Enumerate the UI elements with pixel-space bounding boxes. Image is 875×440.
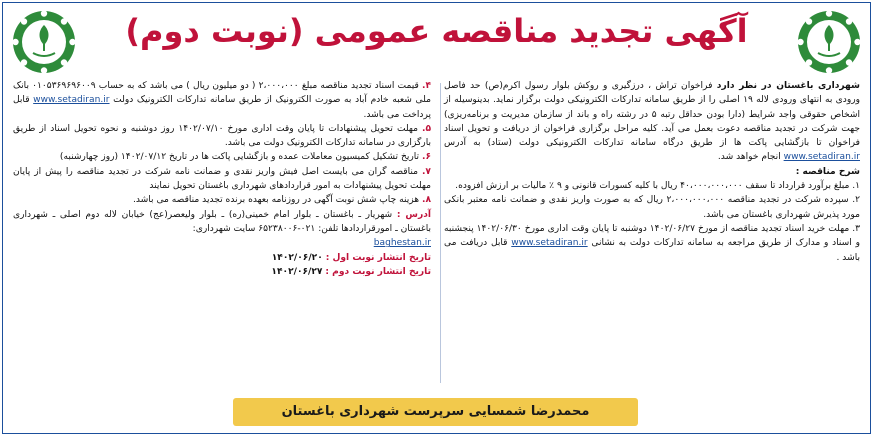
notice-continuation-column <box>13 79 431 279</box>
term-item-3 <box>444 222 860 265</box>
notice-title: آگهی تجدید مناقصه عمومی (نوبت دوم) <box>125 12 748 50</box>
signatory-banner: محمدرضا شمسایی سرپرست شهرداری باغستان <box>233 398 638 426</box>
publication-1-date: ۱۴۰۲/۰۶/۲۰ <box>271 252 323 263</box>
publication-2-date: ۱۴۰۲/۰۶/۲۷ <box>271 266 323 277</box>
term-item-4 <box>13 79 431 122</box>
baghestan-site-link[interactable]: baghestan.ir <box>373 238 431 249</box>
address-text: شهریار ـ باغستان ـ بلوار امام خمینی(ره) ـ بلوار ولیعصر(عج) خیابان لاله دوم اصلی ـ شهرداری باغستان ـ امورقراردادها تلفن: ۰۲۱-۶۵۲۳۸۰۰۶ سایت شهرداری: <box>13 209 431 234</box>
intro-lead: شهرداری باغستان در نظر دارد <box>716 81 860 91</box>
publication-2-label: تاریخ انتشار نوبت دوم : <box>325 266 431 277</box>
publication-date-2 <box>13 265 431 279</box>
term-8-text: هزینه چاپ شش نوبت آگهی در روزنامه بعهده برنده تجدید مناقصه می باشد. <box>132 195 420 206</box>
term-6-text: تاریخ تشکیل کمیسیون معاملات عمده و بازگشایی پاکت ها در تاریخ ۱۴۰۲/۰۷/۱۲ (روز چهارشنبه) <box>59 152 420 163</box>
term-item-2: ۲. سپرده شرکت در تجدید مناقصه ۲،۰۰۰،۰۰۰،۰۰۰ ریال که به صورت واریز نقدی و ضمانت نامه معتبر بانکی مورد پذیرش شهرداری باغستان می باشد. <box>444 195 860 220</box>
term-4-text-end: قابل پرداخت می باشد. <box>13 95 431 120</box>
setadiran-link[interactable]: www.setadiran.ir <box>783 152 860 163</box>
intro-text-end: انجام خواهد شد. <box>717 152 781 163</box>
tender-notice <box>2 2 871 434</box>
term-item-6 <box>13 150 431 164</box>
address-block <box>13 208 431 237</box>
item-number: ۸. <box>421 195 431 206</box>
municipality-site-line <box>13 236 431 250</box>
term-item-5 <box>13 122 431 151</box>
term-item-7 <box>13 165 431 194</box>
term-3-text-end: قابل دریافت می باشد . <box>444 238 860 263</box>
publication-1-label: تاریخ انتشار نوبت اول : <box>325 252 431 263</box>
column-divider <box>440 83 441 383</box>
publication-date-1 <box>13 251 431 265</box>
item-number: ۶. <box>421 152 431 163</box>
notice-main-column <box>444 79 860 265</box>
item-number: ۵. <box>421 123 431 134</box>
term-item-1: ۱. مبلغ برآورد قرارداد تا سقف ۴۰،۰۰۰،۰۰۰،۰۰۰ ریال با کلیه کسورات قانونی و ۹ ٪ مالیات بر ارزش افزوده. <box>455 181 860 192</box>
term-item-8 <box>13 193 431 207</box>
setadiran-link[interactable]: www.setadiran.ir <box>33 95 110 106</box>
intro-paragraph <box>444 79 860 165</box>
terms-heading: شرح مناقصه : <box>795 166 860 177</box>
address-label: آدرس : <box>396 209 431 220</box>
intro-text: فراخوان تراش ، درزگیری و روکش بلوار رسول اکرم(ص) حد فاصل ورودی به انتهای ورودی لاله ۱۹ اصلی را از طریق سامانه تدارکات الکترونیکی دولت برگزار نماید. بدینوسیله از اشخاص حقوقی واجد شرایط (دارا بودن حداقل رتبه ۵ در رشته راه و باند از سازمان مدیریت و برنامه‌ریزی) جهت شرکت در تجدید مناقصه دعوت بعمل می آید. کلیه مراحل برگزاری فراخوان از دریافت و تحویل اسناد فراخوان تا بازگشایی پاکت ها از طریق درگاه سامانه تدارکات الکترونیکی دولت (ستاد) به آدرس <box>444 81 860 149</box>
term-7-text: مناقصه گران می بایست اصل فیش واریز نقدی و ضمانت نامه شرکت در تجدید مناقصه را پیش از پایان مهلت تحویل پیشنهادات به امور قراردادهای شهرداری باغستان تحویل نمایند <box>13 166 431 192</box>
item-number: ۷. <box>421 166 431 177</box>
term-5-text: مهلت تحویل پیشنهادات تا پایان وقت اداری مورخ ۱۴۰۲/۰۷/۱۰ روز دوشنبه و نحوه تحویل اسناد از طریق بارگزاری در سامانه تدارکات الکترونیک دولت می باشد. <box>13 123 431 149</box>
setadiran-link[interactable]: www.setadiran.ir <box>511 238 588 249</box>
term-4-text: قیمت اسناد تجدید مناقصه مبلغ ۲،۰۰۰،۰۰۰ ( دو میلیون ریال ) می باشد که به حساب ۰۱۰۵۳۶۹۶۹۶۰۰۹ بانک ملی شعبه خادم آباد به صورت الکترونیک از طریق سامانه تدارکات الکترونیک دولت <box>13 81 431 106</box>
term-3-text: ۳. مهلت خرید اسناد تجدید مناقصه از مورخ ۱۴۰۲/۰۶/۲۷ دوشنبه تا پایان وقت اداری مورخ ۱۴۰۲/۰۶/۳۰ پنجشنبه و اسناد و مدارک از طریق مراجعه به سامانه تدارکات دولت به نشانی <box>444 223 860 249</box>
item-number: ۴. <box>421 81 431 91</box>
